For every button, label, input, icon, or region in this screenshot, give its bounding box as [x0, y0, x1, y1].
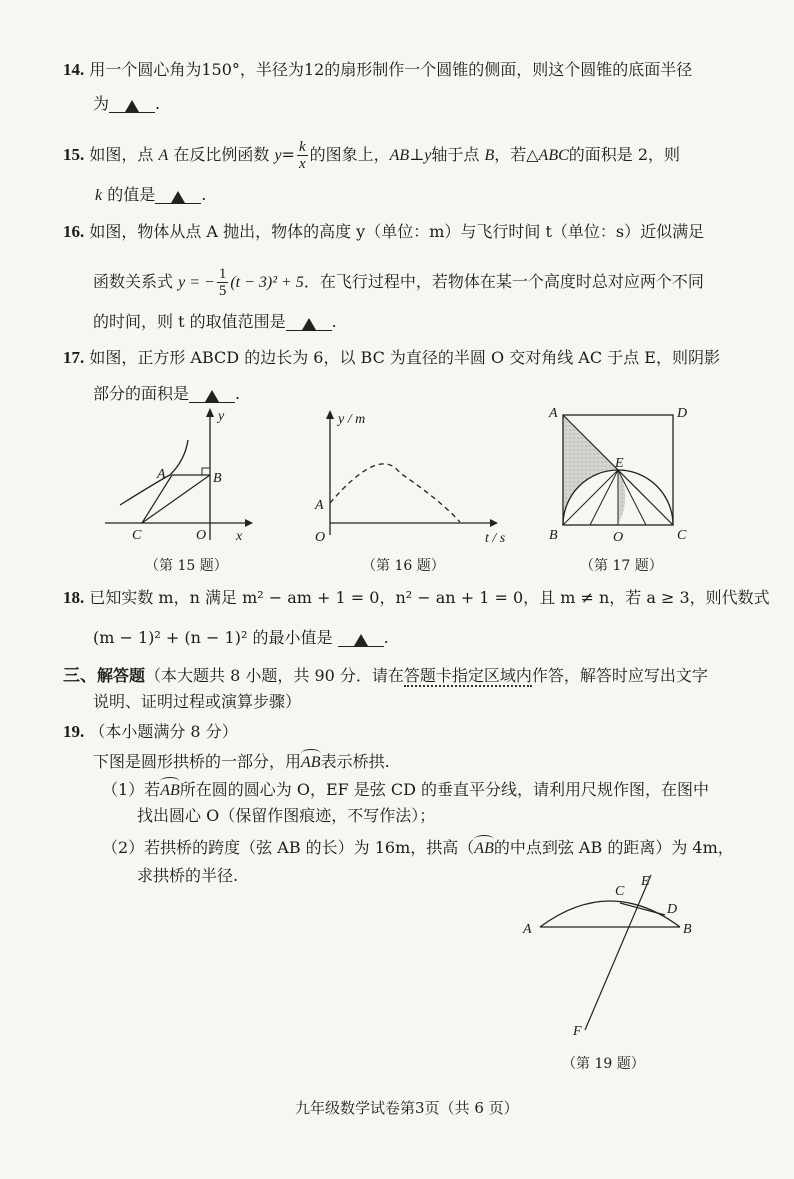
right-angle-mark — [202, 468, 210, 475]
question-16-line2 — [93, 266, 704, 299]
question-text: 已知实数 m，n 满足 m² − am + 1 = 0，n² − an + 1 = 0，且 m ≠ n，若 a ≥ 3，则代数式 — [89, 588, 770, 607]
label-x: x — [236, 529, 243, 544]
arc-label: AB — [301, 754, 321, 771]
math-var: ABC — [538, 147, 569, 164]
y-axis-arrow-icon — [206, 408, 214, 417]
question-19-part1 — [102, 780, 709, 801]
answer-blank — [286, 312, 332, 331]
label-a: A — [157, 467, 166, 482]
figure-15 — [100, 405, 260, 545]
question-text: . — [383, 628, 389, 647]
formula: y = − — [178, 274, 215, 291]
question-text: （2）若拱桥的跨度（弦 AB 的长）为 16m，拱高（ — [102, 838, 475, 857]
label-o: O — [315, 530, 326, 545]
question-number: 14. — [63, 60, 85, 79]
question-14-line2 — [93, 94, 160, 114]
question-19-part2 — [102, 838, 734, 859]
question-17-line2 — [93, 384, 240, 404]
fraction-numerator: k — [298, 139, 306, 155]
triangle-icon — [125, 100, 139, 112]
label-f: F — [573, 1024, 582, 1039]
section-desc: （本大题共 8 小题，共 90 分．请在 — [145, 666, 404, 685]
question-number: 16. — [63, 222, 85, 241]
shaded-region-1 — [563, 415, 618, 524]
question-text: (m − 1)² + (n − 1)² 的最小值是 — [93, 628, 333, 647]
caption-15: （第 15 题） — [145, 558, 228, 574]
question-text: 用一个圆心角为150°，半径为12的扇形制作一个圆锥的侧面，则这个圆锥的底面半径 — [89, 60, 693, 79]
label-b: B — [683, 922, 692, 937]
question-text: 的面积是 2，则 — [568, 145, 681, 164]
fraction-denominator: 5 — [218, 283, 227, 299]
question-text: 轴于点 — [431, 145, 480, 164]
section-number: 三、 — [63, 666, 97, 685]
question-16-line3 — [93, 312, 337, 332]
question-text: 下图是圆形拱桥的一部分，用 — [93, 752, 302, 771]
question-number: 17. — [63, 348, 85, 367]
fraction-k-over-x — [297, 139, 308, 172]
caption-17: （第 17 题） — [580, 558, 663, 574]
figure-16 — [310, 405, 510, 545]
label-c: C — [677, 528, 687, 543]
fraction-numerator: 1 — [218, 266, 227, 282]
question-text: 部分的面积是 — [93, 384, 190, 403]
question-number: 15. — [63, 145, 85, 164]
label-b: B — [549, 528, 558, 543]
label-a: A — [549, 406, 558, 421]
chord-cd — [620, 903, 665, 915]
figure-19 — [515, 865, 715, 1045]
question-text: . — [331, 312, 337, 331]
question-15-line2 — [95, 185, 206, 206]
question-text: 所在圆的圆心为 O，EF 是弦 CD 的垂直平分线，请利用尺规作图，在图中 — [179, 780, 710, 799]
question-17 — [63, 348, 720, 368]
fraction-one-fifth — [217, 266, 229, 299]
question-text: 函数关系式 — [93, 272, 174, 291]
label-e: E — [641, 874, 650, 889]
section-3-desc2: 说明、证明过程或演算步骤） — [93, 692, 302, 711]
question-number: 19. — [63, 722, 85, 741]
section-desc-emphasis: 答题卡指定区域内 — [403, 666, 532, 685]
label-o: O — [196, 528, 207, 543]
question-text: 的值是 — [107, 185, 156, 204]
label-d: D — [667, 902, 678, 917]
answer-blank — [109, 94, 155, 113]
question-text: 的中点到弦 AB 的距离）为 4m， — [493, 838, 734, 857]
question-18 — [63, 588, 770, 608]
fraction-denominator: x — [298, 156, 306, 172]
caption-19: （第 19 题） — [562, 1056, 645, 1072]
question-text: 为 — [93, 94, 110, 113]
label-d: D — [677, 406, 688, 421]
arc-label: AB — [160, 782, 180, 799]
label-y-unit: y / m — [338, 412, 366, 427]
figure-17 — [545, 405, 695, 545]
formula: (t − 3)² + 5 — [230, 274, 304, 291]
label-o: O — [613, 530, 624, 545]
section-title: 解答题 — [97, 666, 146, 685]
question-18-line2 — [93, 628, 389, 648]
label-a: A — [315, 498, 324, 513]
question-number: 18. — [63, 588, 85, 607]
math-op: ⊥ — [409, 145, 425, 164]
math-op: = — [281, 145, 295, 164]
question-19 — [63, 722, 238, 742]
triangle-icon — [171, 191, 185, 203]
label-b: B — [213, 471, 222, 486]
segment-cb — [142, 475, 210, 523]
answer-blank — [338, 628, 384, 647]
math-var: AB — [389, 147, 410, 164]
question-text: 的时间，则 t 的取值范围是 — [93, 312, 286, 331]
t-axis-arrow-icon — [490, 519, 498, 527]
y-axis-arrow-icon — [326, 410, 334, 419]
question-text: 如图，点 — [89, 145, 154, 164]
label-c: C — [615, 884, 625, 899]
question-text: . — [155, 94, 161, 113]
triangle-icon — [302, 318, 316, 330]
segment-e1 — [590, 470, 618, 525]
triangle-icon — [354, 634, 368, 646]
question-text: 在反比例函数 — [173, 145, 270, 164]
section-desc: 作答，解答时应写出文字 — [531, 666, 708, 685]
trajectory-curve — [330, 464, 460, 522]
answer-blank — [155, 185, 201, 204]
math-var: y — [274, 147, 282, 164]
question-text: 的图象上， — [309, 145, 390, 164]
math-var: y — [424, 147, 432, 164]
question-text: . — [235, 384, 241, 403]
question-text: （1）若 — [102, 780, 161, 799]
question-15 — [63, 139, 680, 172]
question-text: 如图，物体从点 A 抛出，物体的高度 y（单位：m）与飞行时间 t（单位：s）近似满足 — [89, 222, 705, 241]
question-text: 如图，正方形 ABCD 的边长为 6，以 BC 为直径的半圆 O 交对角线 AC 于点 E，则阴影 — [89, 348, 720, 367]
section-3-header — [63, 666, 708, 686]
label-e: E — [615, 456, 624, 471]
label-c: C — [132, 528, 142, 543]
math-var: A — [158, 147, 169, 164]
question-text: . — [201, 185, 207, 204]
label-a: A — [523, 922, 532, 937]
caption-16: （第 16 题） — [362, 558, 445, 574]
label-t-unit: t / s — [485, 531, 506, 545]
question-score: （本小题满分 8 分） — [89, 722, 238, 741]
arc-label: AB — [474, 840, 494, 857]
question-text: 表示桥拱. — [320, 752, 390, 771]
question-text: ，若△ — [494, 145, 539, 164]
question-14 — [63, 60, 692, 80]
question-19-part1-line2: 找出圆心 O（保留作图痕迹，不写作法）； — [137, 806, 436, 825]
page-footer: 九年级数学试卷第3页（共 6 页） — [295, 1099, 519, 1117]
question-text: ．在飞行过程中，若物体在某一个高度时总对应两个不同 — [303, 272, 704, 291]
x-axis-arrow-icon — [245, 519, 253, 527]
answer-blank — [189, 384, 235, 403]
math-var: k — [95, 187, 103, 204]
label-y: y — [218, 409, 225, 424]
question-19-part2-line2: 求拱桥的半径. — [137, 866, 239, 885]
question-19-intro — [93, 752, 390, 773]
question-16 — [63, 222, 704, 242]
math-var: B — [484, 147, 495, 164]
hyperbola-curve — [120, 440, 188, 505]
triangle-icon — [205, 390, 219, 402]
